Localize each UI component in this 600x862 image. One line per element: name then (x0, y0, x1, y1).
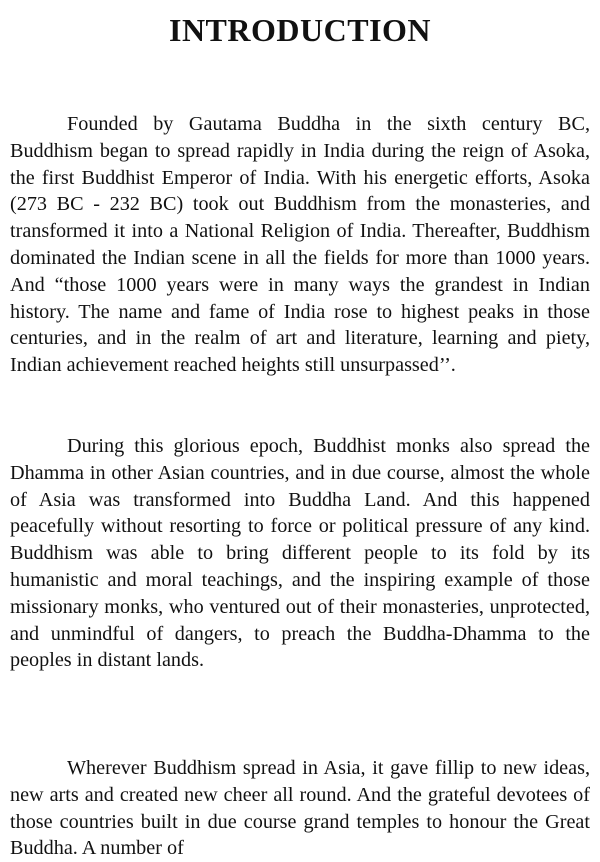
page-title: INTRODUCTION (168, 12, 432, 48)
paragraph-3: Wherever Buddhism spread in Asia, it gave fillip to new ideas, new arts and created new cheer all round. And the grateful devotees of those countries built in due course grand temples to honour the Great Buddha. A number of (10, 757, 590, 860)
paragraph-1: Founded by Gautama Buddha in the sixth century BC, Buddhism began to spread rapidly in India during the reign of Asoka, the first Buddhist Emperor of India. With his energetic efforts, Asoka (273 BC - 232 BC) took out Buddhism from the monasteries, and transformed it into a National Religion of India. Thereafter, Buddhism dominated the Indian scene in all the fields for more than 1000 years. And “those 1000 years were in many ways the grandest in Indian history. The name and fame of India rose to highest peaks in those centuries, and in the realm of art and literature, learning and piety, Indian achievement reached heights still unsurpassed’’. (10, 113, 590, 377)
paragraph-2: During this glorious epoch, Buddhist monks also spread the Dhamma in other Asian countries, and in due course, almost the whole of Asia was transformed into Buddha Land. And this happened peacefully without resorting to force or political pressure of any kind. Buddhism was able to bring different people to its fold by its humanistic and moral teachings, and the inspiring example of those missionary monks, who ventured out of their monasteries, unprotected, and unmindful of dangers, to preach the Buddha-Dhamma to the peoples in distant lands. (10, 435, 590, 672)
